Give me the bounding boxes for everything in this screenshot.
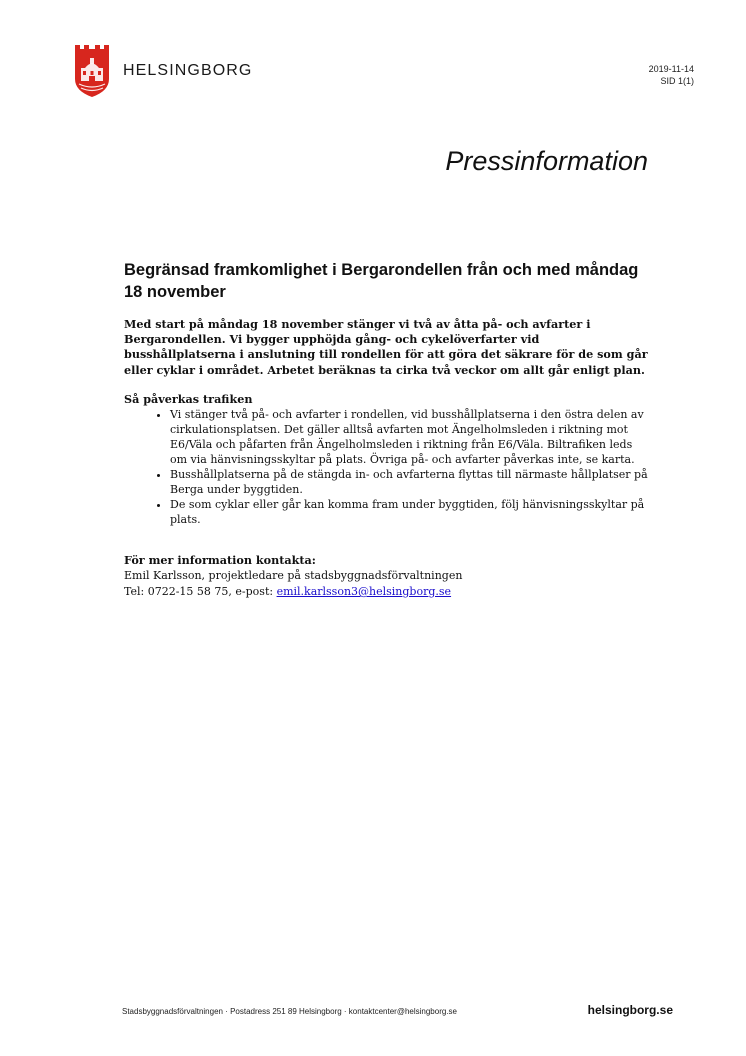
contact-heading: För mer information kontakta: bbox=[124, 553, 316, 568]
list-item: • Busshållplatserna på de stängda in- och avfarterna flyttas till närmaste hållplatser på Berga under byggtiden. bbox=[170, 467, 648, 497]
article bbox=[124, 259, 648, 600]
document-type: Pressinformation bbox=[445, 146, 648, 176]
footer-site: helsingborg.se bbox=[587, 1003, 673, 1017]
list-item: • Vi stänger två på- och avfarter i rondellen, vid busshållplatserna i den östra delen av cirkulationsplatsen. Det gäller alltså avfarten mot Ängelholmsleden i riktning mot E6/Väla och påfarten från Ängelholmsleden i riktning från E6/Väla. Biltrafiken leds om via hänvisningsskyltar på plats. Övriga på- och avfarter påverkas inte, se karta. bbox=[170, 407, 648, 467]
contact-email-link[interactable]: emil.karlsson3@helsingborg.se bbox=[276, 585, 452, 599]
page-number: SID 1(1) bbox=[660, 76, 694, 86]
contact-line bbox=[124, 584, 648, 600]
document-date: 2019-11-14 bbox=[648, 64, 694, 74]
footer-address: Stadsbyggnadsförvaltningen · Postadress 251 89 Helsingborg · kontaktcenter@helsingborg.se bbox=[122, 1007, 457, 1016]
helsingborg-crest-icon bbox=[74, 44, 110, 98]
brand-name: HELSINGBORG bbox=[123, 62, 253, 79]
contact-phone: Tel: 0722-15 58 75, e-post: bbox=[124, 585, 277, 599]
document-meta bbox=[649, 63, 694, 87]
traffic-impact-list bbox=[124, 407, 648, 527]
article-lead: Med start på måndag 18 november stänger vi två av åtta på- och avfarter i Bergarondellen. Vi bygger upphöjda gång- och cykelöverfarter vid busshållplatserna i anslutning till rondellen för att göra det säkrare för de som går eller cyklar i området. Arbetet beräknas ta cirka två veckor om allt går enligt plan. bbox=[124, 317, 648, 377]
list-item: • De som cyklar eller går kan komma fram under byggtiden, följ hänvisningsskyltar på plats. bbox=[170, 497, 648, 527]
contact-person: Emil Karlsson, projektledare på stadsbyggnadsförvaltningen bbox=[124, 569, 463, 583]
traffic-subheading: Så påverkas trafiken bbox=[124, 391, 253, 406]
article-title: Begränsad framkomlighet i Bergarondellen från och med måndag 18 november bbox=[124, 261, 639, 301]
